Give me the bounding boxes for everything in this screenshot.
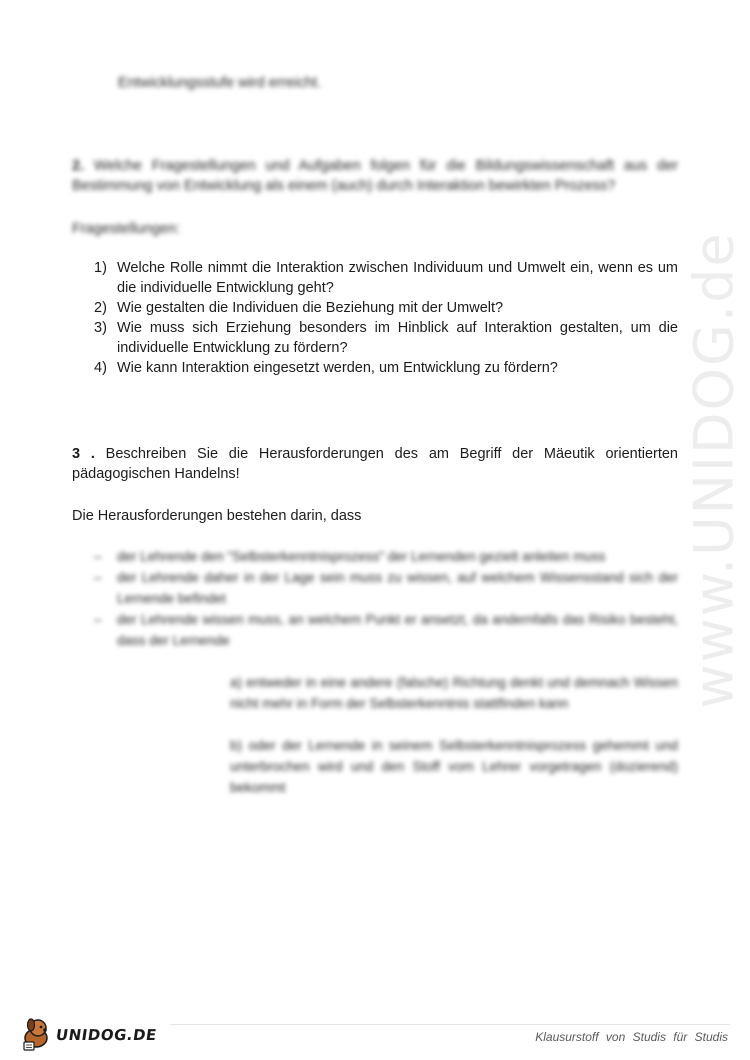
question-3-text: Beschreiben Sie die Herausforderungen des am Begriff der Mäeutik orientierten pädagogischen Handelns! (72, 446, 678, 482)
list-item-text: der Lehrende den "Selbsterkenntnisprozess" der Lernenden gezielt anleiten muss (117, 549, 606, 564)
fragestellungen-label: Fragestellungen: (72, 221, 181, 237)
list-item-text: Wie gestalten die Individuen die Beziehung mit der Umwelt? (117, 300, 504, 316)
list-item (94, 567, 678, 609)
unidog-logo[interactable] (18, 1014, 158, 1054)
challenges-list (94, 546, 678, 651)
question-3 (72, 444, 678, 484)
continuation-line: Entwicklungsstufe wird erreicht. (118, 75, 322, 91)
dog-mascot-icon (18, 1014, 58, 1054)
dash-bullet: – (94, 570, 102, 585)
list-item-number: 3) (94, 320, 107, 336)
list-item-number: 4) (94, 360, 107, 376)
list-item-text: der Lehrende wissen muss, an welchem Punkt er ansetzt, da andernfalls das Risiko besteht, dass der Lernende (117, 612, 678, 648)
sub-point-b: b) oder der Lernende in seinem Selbsterkenntnisprozess gehemmt und unterbrochen wird und den Stoff vom Lehrer vorgetragen (dozierend) bekommt (230, 738, 678, 795)
list-item (94, 318, 678, 358)
list-item-text: Welche Rolle nimmt die Interaktion zwischen Individuum und Umwelt ein, wenn es um die individuelle Entwicklung geht? (117, 260, 678, 296)
logo-text: UNIDOG.DE (54, 1026, 158, 1044)
list-item (94, 258, 678, 298)
list-item (94, 609, 678, 651)
list-item (94, 358, 678, 378)
dash-bullet: – (94, 612, 102, 627)
question-3-number: 3 . (72, 446, 95, 462)
dash-bullet: – (94, 549, 102, 564)
footer-divider (170, 1024, 730, 1025)
question-2 (72, 156, 678, 196)
challenges-intro: Die Herausforderungen bestehen darin, dass (72, 508, 362, 524)
question-list (94, 258, 678, 378)
list-item-number: 1) (94, 260, 107, 276)
footer-tagline: Klausurstoff von Studis für Studis (535, 1030, 728, 1044)
question-2-text: Welche Fragestellungen und Aufgaben folgen für die Bildungswissenschaft aus der Bestimmung von Entwicklung als einem (auch) durch Interaktion bewirkten Prozess? (72, 158, 678, 194)
sub-point-a: a) entweder in eine andere (falsche) Richtung denkt und demnach Wissen nicht mehr in Form der Selbsterkenntnis stattfinden kann (230, 675, 678, 711)
list-item-text: der Lehrende daher in der Lage sein muss zu wissen, auf welchem Wissensstand sich der Lernende befindet (117, 570, 678, 606)
list-item-number: 2) (94, 300, 107, 316)
list-item-text: Wie muss sich Erziehung besonders im Hinblick auf Interaktion gestalten, um die individuelle Entwicklung zu fördern? (117, 320, 678, 356)
question-2-number: 2. (72, 158, 85, 174)
watermark: www.UNIDOG.de (682, 231, 746, 709)
list-item-text: Wie kann Interaktion eingesetzt werden, um Entwicklung zu fördern? (117, 360, 558, 376)
list-item (94, 298, 678, 318)
list-item (94, 546, 678, 567)
